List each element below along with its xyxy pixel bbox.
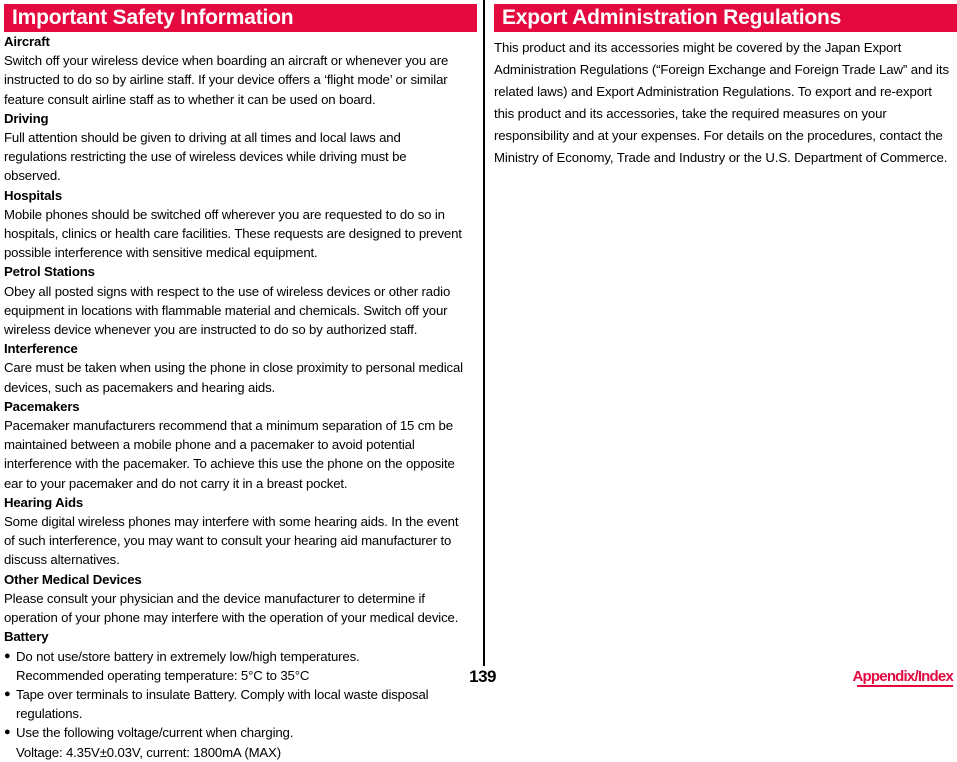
entry-text: Obey all posted signs with respect to the use of wireless devices or other radio equipment in locations with flammable material and chemicals. Switch off your wireless device whenever you are instructed to do so by authorized staff.	[4, 283, 451, 338]
bullet-text: Do not use/store battery in extremely low/high temperatures.	[16, 648, 360, 664]
left-column	[0, 0, 474, 762]
right-column	[484, 0, 957, 169]
entry-term: Hearing Aids	[4, 494, 84, 510]
battery-bullet-item	[4, 723, 466, 742]
bullet-continuation: Voltage: 4.35V±0.03V, current: 1800mA (MAX)	[16, 744, 281, 760]
entry-term: Pacemakers	[4, 398, 80, 414]
safety-entry-battery	[4, 627, 466, 761]
entry-term: Petrol Stations	[4, 264, 95, 280]
entry-text: Care must be taken when using the phone in close proximity to personal medical devices, such as pacemakers and hearing aids.	[4, 360, 463, 395]
entry-term: Other Medical Devices	[4, 571, 142, 587]
page-number: 139	[469, 667, 496, 686]
safety-entry-other-medical-devices	[4, 570, 466, 628]
safety-entry-petrol-stations	[4, 262, 466, 339]
safety-entry-hospitals	[4, 186, 466, 263]
entry-text: Please consult your physician and the device manufacturer to determine if operation of your phone may interfere with the operation of your medical device.	[4, 590, 459, 626]
bullet-text: Use the following voltage/current when charging.	[16, 725, 294, 741]
safety-entry-interference	[4, 339, 466, 397]
bullet-dot-icon: ●	[4, 726, 11, 739]
export-regulations-paragraph: This product and its accessories might be covered by the Japan Export Administration Regulations (“Foreign Exchange and Foreign Trade Law” and its related laws) and Export Administration Regulations. To export and re-export this product and its accessories, take the required measures on your responsibility and at your expenses. For details on the procedures, contact the Ministry of Economy, Trade and Industry or the U.S. Department of Commerce.	[494, 40, 949, 165]
bullet-dot-icon: ●	[4, 649, 11, 662]
footer-tab-appendix-index[interactable]: Appendix/Index	[852, 668, 953, 685]
bullet-continuation: Recommended operating temperature: 5°C to 35°C	[16, 667, 310, 683]
safety-entry-aircraft	[4, 32, 466, 109]
entry-text: Switch off your wireless device when boarding an aircraft or whenever you are instructed to do so by airline staff. If your device offers a ‘flight mode’ or similar feature consult airline staff as to whether it can be used on board.	[4, 53, 449, 107]
entry-term: Battery	[4, 629, 49, 645]
safety-entry-pacemakers	[4, 397, 466, 493]
entry-text: Pacemaker manufacturers recommend that a minimum separation of 15 cm be maintained between a mobile phone and a pacemaker to avoid potential interference with the pacemaker. To achieve this use the phone on the opposite ear to your pacemaker and do not carry it in a breast pocket.	[4, 418, 455, 491]
safety-entry-hearing-aids	[4, 493, 466, 570]
safety-entry-driving	[4, 109, 466, 186]
section-header-export-administration-regulations: Export Administration Regulations	[494, 4, 957, 32]
section-header-important-safety-information: Important Safety Information	[4, 4, 477, 32]
entry-term: Driving	[4, 110, 49, 126]
bullet-continuation: regulations.	[16, 706, 83, 722]
footer-tab-underline	[857, 685, 953, 687]
entry-text: Some digital wireless phones may interfere with some hearing aids. In the event of such interference, you may want to consult your hearing aid manufacturer to discuss alternatives.	[4, 514, 459, 568]
entry-text: Mobile phones should be switched off wherever you are requested to do so in hospitals, clinics or health care facilities. These requests are designed to prevent possible interference with sensitive medical equipment.	[4, 206, 462, 261]
entry-term: Interference	[4, 341, 78, 357]
entry-term: Aircraft	[4, 34, 50, 49]
bullet-text: Tape over terminals to insulate Battery. Comply with local waste disposal	[16, 686, 429, 702]
battery-bullet-item	[4, 647, 466, 666]
bullet-dot-icon: ●	[4, 687, 11, 700]
entry-term: Hospitals	[4, 187, 63, 203]
entry-text: Full attention should be given to driving at all times and local laws and regulations restricting the use of wireless devices while driving must be observed.	[4, 130, 407, 184]
